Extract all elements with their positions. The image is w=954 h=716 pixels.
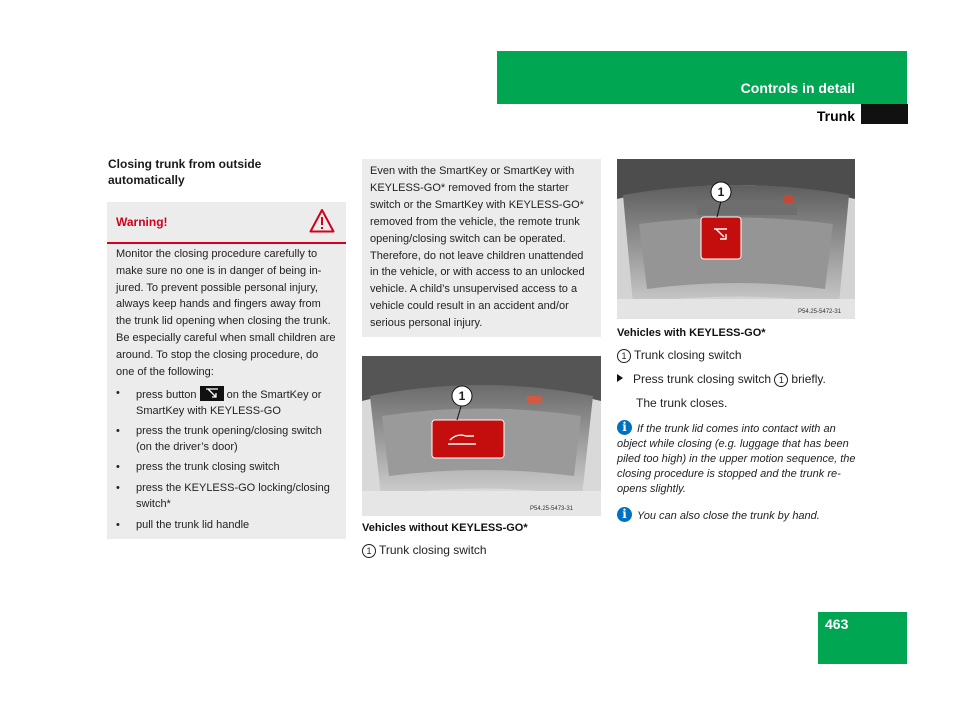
instruction-step xyxy=(617,372,826,387)
bullet-text: press button xyxy=(136,389,197,401)
bullet-text: pull the trunk lid handle xyxy=(136,519,250,531)
photo-callout: 1 xyxy=(458,389,466,403)
bullet-mark: • xyxy=(116,425,120,437)
subsection-title: Trunk xyxy=(816,108,855,124)
bullet-text: press the trunk closing switch xyxy=(136,461,280,473)
topic-heading: Closing trunk from outside automatically xyxy=(108,157,262,187)
legend-item xyxy=(362,543,487,558)
bullet-mark: • xyxy=(116,519,120,531)
warning-bullet xyxy=(116,424,338,455)
bullet-text: press the trunk opening/closing switch (on the driver’s door) xyxy=(136,425,322,453)
warning-title: Warning! xyxy=(116,215,168,229)
bullet-mark: • xyxy=(116,461,120,473)
step-result: The trunk closes. xyxy=(636,396,728,410)
photo-code: P54.25-5473-31 xyxy=(530,506,574,512)
info-icon: i xyxy=(617,420,632,435)
legend-number: 1 xyxy=(362,544,376,558)
note-text: Even with the SmartKey or SmartKey with KEYLESS-GO* removed from the starter switch or the SmartKey with KEYLESS-GO* removed from the vehicle, the remote trunk opening/closing switch can be operated. Therefore, do not leave children unattended in the vehicle, or with access to an unlocked vehicle. A child’s unsupervised access to a vehicle could result in an accident and/or serious personal injury. xyxy=(370,165,585,330)
warning-bullet xyxy=(116,518,338,534)
bullet-mark: • xyxy=(116,482,120,494)
warning-text: Monitor the closing procedure carefully to make sure no one is in danger of being in- jured. To prevent possible personal injury, always keep hands and fingers away from the trunk lid opening when closing the trunk. Be especially careful when small children are around. To stop the closing procedure, do one of the following: xyxy=(116,248,336,378)
thumb-tab xyxy=(861,104,908,124)
bullet-mark: • xyxy=(116,387,120,399)
step-text-suffix: briefly. xyxy=(791,372,826,386)
legend-text: Trunk closing switch xyxy=(379,543,487,557)
bullet-text-suffix: on the SmartKey or SmartKey with KEYLESS-GO xyxy=(136,389,322,417)
photo-caption: Vehicles with KEYLESS-GO* xyxy=(617,327,766,339)
photo-code: P54.25-5472-31 xyxy=(798,309,842,315)
step-text: Press trunk closing switch xyxy=(633,372,772,386)
warning-triangle-icon xyxy=(309,208,335,234)
info-icon: i xyxy=(617,507,632,522)
trunk-photo-without-keyless xyxy=(362,356,601,516)
warning-bullet xyxy=(116,481,338,512)
warning-bullet xyxy=(116,460,338,476)
trunk-photo-with-keyless xyxy=(617,159,855,319)
info-note: You can also close the trunk by hand. xyxy=(637,510,820,522)
step-arrow-icon xyxy=(617,374,623,382)
photo-caption: Vehicles without KEYLESS-GO* xyxy=(362,522,528,534)
section-header-bar xyxy=(497,51,907,104)
step-number: 1 xyxy=(774,373,788,387)
bullet-text: press the KEYLESS-GO locking/closing switch* xyxy=(136,482,330,510)
photo-callout: 1 xyxy=(717,185,725,199)
trunk-key-icon xyxy=(200,386,224,401)
info-note: If the trunk lid comes into contact with an object while closing (e.g. luggage that has been piled too high) in the upper motion sequence, the closing procedure is stopped and the trunk re- opens slightly. xyxy=(617,423,856,495)
page-number: 463 xyxy=(825,616,849,632)
legend-item xyxy=(617,348,742,363)
section-title: Controls in detail xyxy=(740,80,855,96)
legend-number: 1 xyxy=(617,349,631,363)
legend-text: Trunk closing switch xyxy=(634,348,742,362)
warning-bullet xyxy=(116,386,338,419)
